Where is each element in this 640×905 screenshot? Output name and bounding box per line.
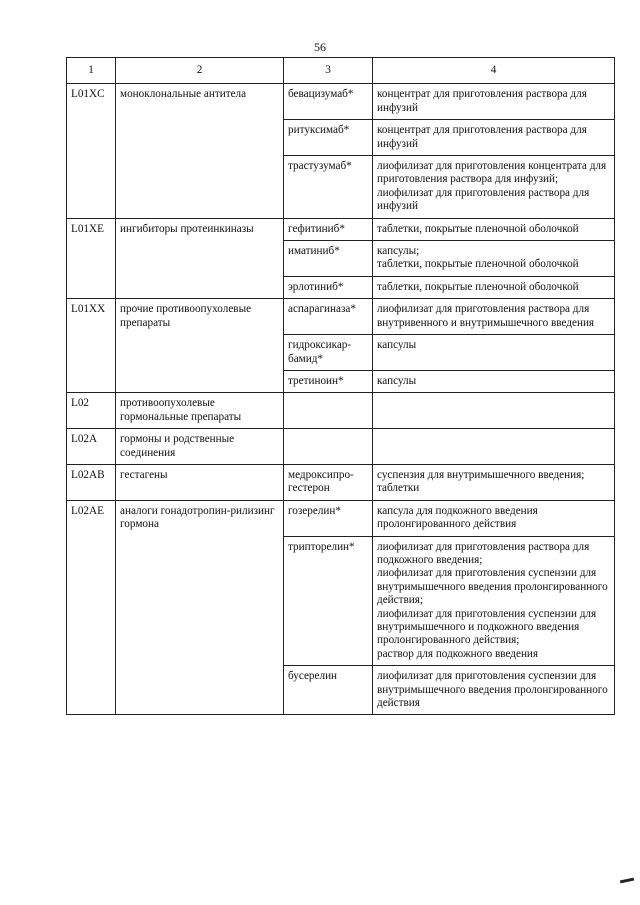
atc-code-cell: L02 — [67, 393, 116, 429]
dosage-form-cell — [373, 335, 615, 371]
dosage-form-line: капсулы — [377, 339, 417, 352]
group-name-cell: противоопухолевые гормональные препараты — [116, 393, 284, 429]
dosage-form-line: таблетки — [377, 482, 420, 495]
table-row — [67, 218, 615, 240]
atc-code-cell: L02A — [67, 429, 116, 465]
dosage-form-cell — [373, 276, 615, 298]
drug-table — [66, 57, 615, 715]
group-name-cell: моноклональные антитела — [116, 84, 284, 218]
table-row — [67, 393, 615, 429]
dosage-form-line: раствор для подкожного введения — [377, 647, 539, 660]
dosage-form-line: лиофилизат для приготовления суспензии для внутримышечного введения пролонгированного действия — [377, 670, 608, 710]
dosage-form-cell — [373, 370, 615, 392]
column-header: 3 — [284, 58, 373, 84]
drug-name-cell: иматиниб* — [284, 241, 373, 277]
drug-name-cell: ритуксимаб* — [284, 120, 373, 156]
drug-name-cell: аспарагиназа* — [284, 299, 373, 335]
drug-name-cell: бусерелин — [284, 666, 373, 715]
dosage-form-cell — [373, 299, 615, 335]
atc-code-cell: L01XX — [67, 299, 116, 393]
dosage-form-line: лиофилизат для приготовления концентрата для приготовления раствора для инфузий; — [377, 160, 607, 186]
column-header: 2 — [116, 58, 284, 84]
dosage-form-cell — [373, 500, 615, 536]
dosage-form-cell — [373, 84, 615, 120]
dosage-form-cell — [373, 464, 615, 500]
atc-code-cell: L02AB — [67, 464, 116, 500]
dosage-form-line: лиофилизат для приготовления раствора для подкожного введения; — [377, 540, 590, 566]
dosage-form-cell — [373, 666, 615, 715]
drug-name-cell: гозерелин* — [284, 500, 373, 536]
atc-code-cell: L02AE — [67, 500, 116, 715]
table-row — [67, 84, 615, 120]
dosage-form-line: концентрат для приготовления раствора для инфузий — [377, 88, 587, 114]
atc-code-cell: L01XE — [67, 218, 116, 299]
dosage-form-line: таблетки, покрытые пленочной оболочкой — [377, 222, 579, 235]
drug-name-cell — [284, 429, 373, 465]
drug-name-cell: трипторелин* — [284, 536, 373, 666]
table-row — [67, 500, 615, 536]
group-name-cell: гормоны и родственные соединения — [116, 429, 284, 465]
drug-name-cell: трастузумаб* — [284, 156, 373, 219]
drug-name-cell — [284, 393, 373, 429]
drug-name-cell: медроксипро-гестерон — [284, 464, 373, 500]
dosage-form-line: капсула для подкожного введения пролонгированного действия — [377, 504, 538, 531]
dosage-form-cell — [373, 536, 615, 666]
dosage-form-cell — [373, 241, 615, 277]
table-row — [67, 299, 615, 335]
dosage-form-cell — [373, 393, 615, 429]
dosage-form-cell — [373, 156, 615, 219]
dosage-form-line: лиофилизат для приготовления суспензии для внутримышечного и подкожного введения пролонгированного действия; — [377, 607, 597, 647]
dosage-form-line: таблетки, покрытые пленочной оболочкой — [377, 280, 579, 293]
dosage-form-line: лиофилизат для приготовления суспензии для внутримышечного введения пролонгированного действия; — [377, 567, 608, 607]
scan-edge-mark — [620, 878, 634, 884]
table-row — [67, 429, 615, 465]
column-header: 1 — [67, 58, 116, 84]
dosage-form-cell — [373, 120, 615, 156]
dosage-form-line: лиофилизат для приготовления раствора для внутривенного и внутримышечного введения — [377, 303, 595, 329]
dosage-form-line: суспензия для внутримышечного введения; — [377, 468, 585, 481]
drug-name-cell: эрлотиниб* — [284, 276, 373, 298]
header-row — [67, 58, 615, 84]
table-row — [67, 464, 615, 500]
drug-name-cell: бевацизумаб* — [284, 84, 373, 120]
atc-code-cell: L01XC — [67, 84, 116, 218]
group-name-cell: прочие противоопухолевые препараты — [116, 299, 284, 393]
dosage-form-line: концентрат для приготовления раствора для инфузий — [377, 124, 587, 150]
drug-name-cell: третиноин* — [284, 370, 373, 392]
group-name-cell: гестагены — [116, 464, 284, 500]
dosage-form-line: таблетки, покрытые пленочной оболочкой — [377, 258, 579, 271]
column-header: 4 — [373, 58, 615, 84]
dosage-form-line: капсулы; — [377, 245, 420, 258]
dosage-form-cell — [373, 218, 615, 240]
group-name-cell: ингибиторы протеинкиназы — [116, 218, 284, 299]
group-name-cell: аналоги гонадотропин-рилизинг гормона — [116, 500, 284, 715]
drug-name-cell: гефитиниб* — [284, 218, 373, 240]
drug-name-cell: гидроксикар-бамид* — [284, 335, 373, 371]
dosage-form-cell — [373, 429, 615, 465]
dosage-form-line: капсулы — [377, 374, 417, 387]
page-number: 56 — [314, 40, 326, 54]
dosage-form-line: лиофилизат для приготовления раствора для инфузий — [377, 186, 590, 213]
